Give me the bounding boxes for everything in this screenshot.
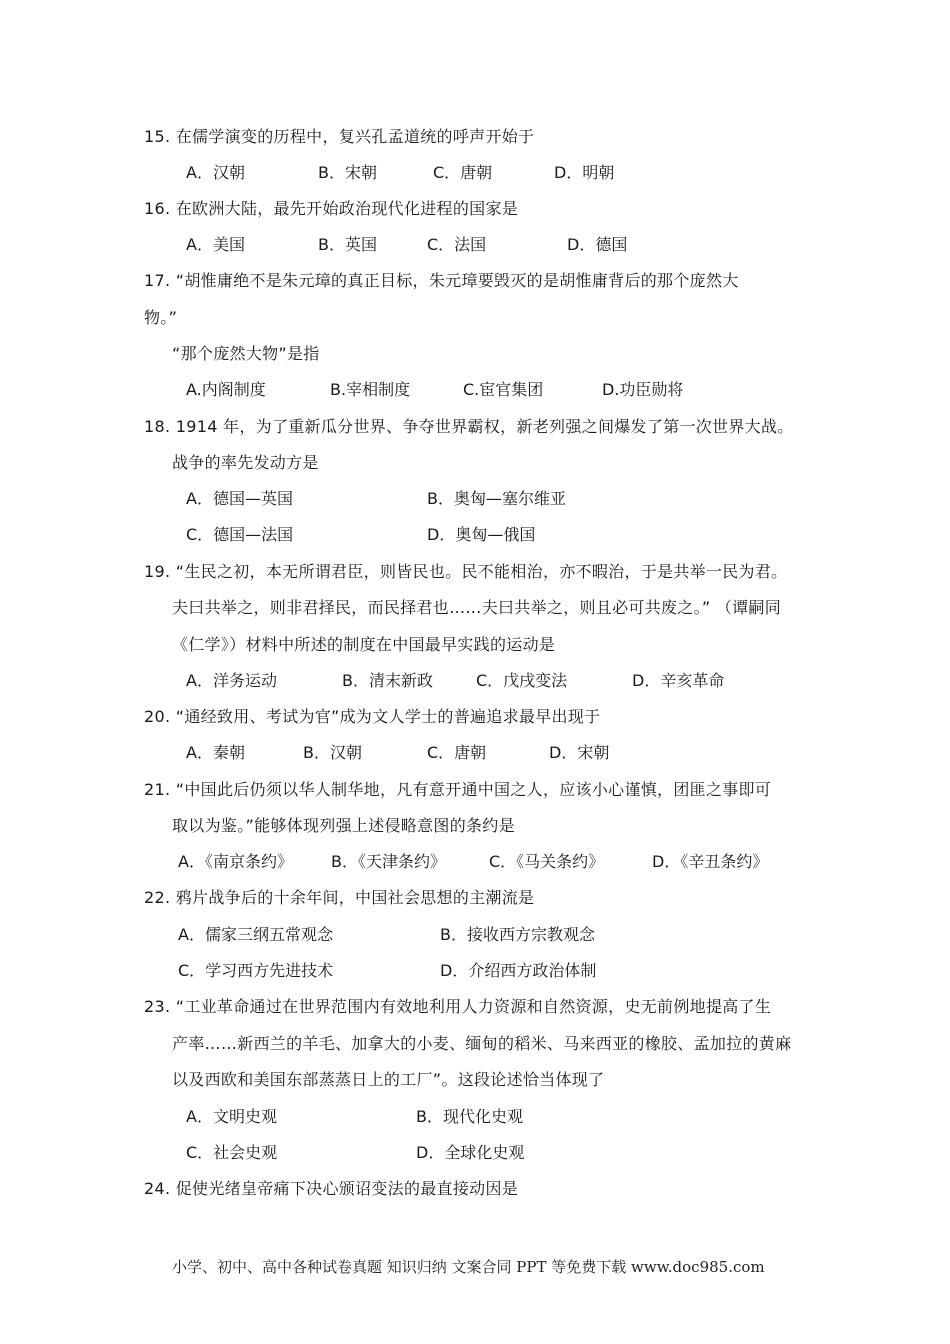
question-stem: 鸦片战争后的十余年间，中国社会思想的主潮流是 xyxy=(175,888,535,907)
option-a: A．德国—英国 xyxy=(186,489,293,508)
option-c: C．德国—法国 xyxy=(186,525,294,544)
question-number: 22. xyxy=(144,888,171,907)
question-stem-line: 《仁学》）材料中所述的制度在中国最早实践的运动是 xyxy=(172,635,556,654)
option-a: A．洋务运动 xyxy=(186,671,277,690)
option-b: B．奥匈—塞尔维亚 xyxy=(427,489,566,508)
option-d: D．德国 xyxy=(567,235,628,254)
option-b: B．现代化史观 xyxy=(416,1107,523,1126)
question-stem: “胡惟庸绝不是朱元璋的真正目标，朱元璋要毁灭的是胡惟庸背后的那个庞然大 xyxy=(175,271,739,290)
option-b: B．宋朝 xyxy=(318,163,377,182)
question-stem: 在欧洲大陆，最先开始政治现代化进程的国家是 xyxy=(175,199,519,218)
question-number: 19. xyxy=(144,562,171,581)
option-c: C．社会史观 xyxy=(186,1143,278,1162)
option-a: A．汉朝 xyxy=(186,163,245,182)
question-stem-line: 取以为鉴。”能够体现列强上述侵略意图的条约是 xyxy=(172,816,515,835)
option-d: D．《辛丑条约》 xyxy=(652,852,769,871)
option-a: A．文明史观 xyxy=(186,1107,277,1126)
option-c: C．法国 xyxy=(427,235,487,254)
option-a: A．《南京条约》 xyxy=(178,852,293,871)
question-stem: 1914 年，为了重新瓜分世界、争夺世界霸权，新老列强之间爆发了第一次世界大战。 xyxy=(175,417,794,436)
question-stem: 促使光绪皇帝痛下决心颁诏变法的最直接动因是 xyxy=(175,1179,519,1198)
question-18 xyxy=(144,416,794,438)
question-stem: “生民之初，本无所谓君臣，则皆民也。民不能相治，亦不暇治，于是共举一民为君。 xyxy=(175,562,788,581)
option-a: A．秦朝 xyxy=(186,743,245,762)
question-22 xyxy=(144,887,534,909)
question-23 xyxy=(144,996,771,1018)
question-15 xyxy=(144,126,534,148)
option-a: A．儒家三纲五常观念 xyxy=(178,925,333,944)
question-stem-line: 产率……新西兰的羊毛、加拿大的小麦、缅甸的稻米、马来西亚的橡胶、孟加拉的黄麻 xyxy=(172,1034,792,1053)
option-a: A.内阁制度 xyxy=(186,380,266,399)
question-number: 20. xyxy=(144,707,171,726)
option-c: C．学习西方先进技术 xyxy=(178,961,334,980)
question-20 xyxy=(144,706,600,728)
question-17 xyxy=(144,270,739,292)
option-c: C．戊戌变法 xyxy=(476,671,568,690)
question-stem-line: 物。” xyxy=(144,308,178,327)
option-d: D．全球化史观 xyxy=(416,1143,525,1162)
option-b: B．接收西方宗教观念 xyxy=(440,925,595,944)
option-c: C．《马关条约》 xyxy=(489,852,605,871)
option-b: B．《天津条约》 xyxy=(331,852,446,871)
question-stem: 在儒学演变的历程中，复兴孔孟道统的呼声开始于 xyxy=(175,127,535,146)
question-number: 24. xyxy=(144,1179,171,1198)
option-d: D．介绍西方政治体制 xyxy=(440,961,597,980)
question-stem-line: 以及西欧和美国东部蒸蒸日上的工厂”。这段论述恰当体现了 xyxy=(172,1070,605,1089)
option-b: B．英国 xyxy=(318,235,377,254)
question-number: 15. xyxy=(144,127,171,146)
question-16 xyxy=(144,198,518,220)
option-d: D．宋朝 xyxy=(549,743,610,762)
question-stem-line: “那个庞然大物”是指 xyxy=(172,344,320,363)
question-number: 16. xyxy=(144,199,171,218)
question-24 xyxy=(144,1178,518,1200)
option-c: C.宦官集团 xyxy=(463,380,544,399)
option-d: D．明朝 xyxy=(554,163,615,182)
option-a: A．美国 xyxy=(186,235,245,254)
question-19 xyxy=(144,561,787,583)
question-stem-line: 夫曰共举之，则非君择民，而民择君也……夫曰共举之，则且必可共废之。” （谭嗣同 xyxy=(172,598,782,617)
option-d: D.功臣勋将 xyxy=(602,380,684,399)
question-stem: “工业革命通过在世界范围内有效地利用人力资源和自然资源，史无前例地提高了生 xyxy=(175,997,772,1016)
page-footer: 小学、初中、高中各种试卷真题 知识归纳 文案合同 PPT 等免费下载 www.doc985.com xyxy=(172,1258,765,1276)
question-stem-line: 战争的率先发动方是 xyxy=(172,453,319,472)
option-d: D．奥匈—俄国 xyxy=(427,525,536,544)
question-stem: “中国此后仍须以华人制华地，凡有意开通中国之人，应该小心谨慎，团匪之事即可 xyxy=(175,780,772,799)
question-number: 21. xyxy=(144,780,171,799)
option-b: B．清末新政 xyxy=(342,671,433,690)
question-stem: “通经致用、考试为官”成为文人学士的普遍追求最早出现于 xyxy=(175,707,601,726)
question-number: 17. xyxy=(144,271,171,290)
question-number: 23. xyxy=(144,997,171,1016)
option-b: B．汉朝 xyxy=(303,743,362,762)
question-number: 18. xyxy=(144,417,171,436)
option-c: C．唐朝 xyxy=(427,743,487,762)
option-d: D．辛亥革命 xyxy=(632,671,725,690)
option-c: C．唐朝 xyxy=(433,163,493,182)
option-b: B.宰相制度 xyxy=(330,380,411,399)
question-21 xyxy=(144,779,771,801)
